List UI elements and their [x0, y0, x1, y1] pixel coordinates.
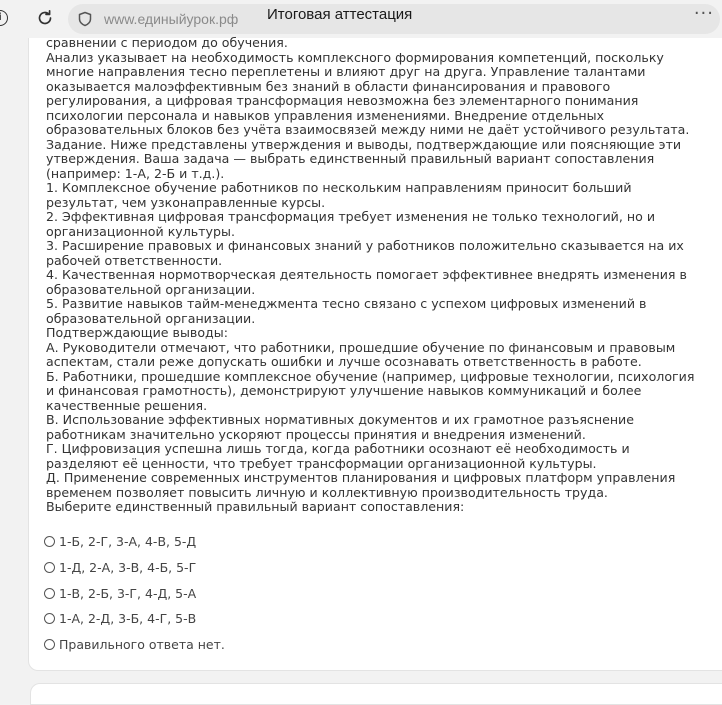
question-line: сравнении с периодом до обучения. — [46, 35, 288, 50]
answer-option[interactable] — [44, 580, 225, 606]
question-line: утверждения. Ваша задача — выбрать единственный правильный вариант сопоставления — [46, 151, 655, 166]
question-line: рабочей ответственности. — [46, 252, 223, 268]
more-menu-button[interactable]: ··· — [693, 3, 714, 24]
question-line: 4. Качественная нормотворческая деятельность помогает эффективнее внедрять изменения в — [46, 267, 687, 282]
answer-option[interactable] — [44, 606, 225, 632]
shield-icon[interactable] — [77, 11, 93, 27]
question-line: психологии персонала и навыков управления изменениями. Внедрение отдельных — [46, 107, 605, 123]
answer-options — [44, 529, 225, 657]
answer-option-label: 1-Б, 2-Г, 3-А, 4-В, 5-Д — [59, 534, 197, 550]
question-line: Подтверждающие выводы: — [46, 325, 228, 340]
answer-option-label: 1-Д, 2-А, 3-В, 4-Б, 5-Г — [59, 560, 197, 576]
question-line: результат, чем узконаправленные курсы. — [46, 194, 326, 210]
question-line: разделяют её ценности, что требует трансформации организационной культуры. — [46, 455, 597, 471]
answer-option-label: 1-В, 2-Б, 3-Г, 4-Д, 5-А — [59, 585, 197, 601]
question-line: 1. Комплексное обучение работников по нескольким направлениям приносит больший — [46, 180, 632, 195]
question-line: и финансовая грамотность), демонстрируют улучшение навыков коммуникаций и более — [46, 383, 642, 398]
next-question-card — [30, 683, 722, 705]
question-line: 2. Эффективная цифровая трансформация требует изменения не только технологий, но и — [46, 209, 656, 224]
question-line: Б. Работники, прошедшие комплексное обучение (например, цифровые технологии, психология — [46, 368, 695, 384]
question-line: В. Использование эффективных нормативных документов и их грамотное разъяснение — [46, 412, 634, 427]
question-line: образовательной организации. — [46, 281, 256, 297]
question-line: качественные решения. — [46, 397, 208, 413]
question-line: многие направления тесно переплетены и влияют друг на друга. Управление талантами — [46, 64, 646, 79]
question-line: Анализ указывает на необходимость комплексного формирования компетенций, поскольку — [46, 49, 664, 65]
question-line: образовательных блоков без учёта взаимосвязей между ними не даёт устойчивого результата. — [46, 122, 690, 137]
radio-button[interactable] — [44, 613, 55, 624]
question-line: Выберите единственный правильный вариант сопоставления: — [46, 499, 465, 514]
question-line: Г. Цифровизация успешна лишь тогда, когда работники осознают её необходимость и — [46, 441, 630, 456]
radio-button[interactable] — [44, 588, 55, 599]
question-line: аспектам, стали реже допускать ошибки и лучше осознавать ответственность в работе. — [46, 354, 642, 369]
radio-button[interactable] — [44, 536, 55, 547]
answer-option[interactable] — [44, 632, 225, 658]
question-line: А. Руководители отмечают, что работники, прошедшие обучение по финансовым и правовым — [46, 339, 676, 355]
reload-button[interactable] — [34, 7, 56, 29]
question-line: 5. Развитие навыков тайм-менеджмента тесно связано с успехом цифровых изменений в — [46, 296, 647, 311]
question-line: (например: 1-А, 2-Б и т.д.). — [46, 165, 225, 181]
question-line: регулирования, а цифровая трансформация невозможна без элементарного понимания — [46, 93, 639, 108]
answer-option[interactable] — [44, 555, 225, 581]
page-title: Итоговая аттестация — [267, 6, 413, 23]
browser-toolbar — [0, 0, 722, 38]
question-line: Задание. Ниже представлены утверждения и выводы, подтверждающие или поясняющие эти — [46, 136, 682, 152]
radio-button[interactable] — [44, 639, 55, 650]
question-line: Д. Применение современных инструментов планирования и цифровых платформ управления — [46, 470, 676, 485]
radio-button[interactable] — [44, 562, 55, 573]
info-icon[interactable] — [0, 10, 8, 26]
url-text[interactable]: www.единыйурок.рф — [104, 11, 239, 27]
question-line: работникам значительно ускоряют процессы принятия и внедрения изменений. — [46, 426, 586, 442]
question-line: 3. Расширение правовых и финансовых знаний у работников положительно сказывается на их — [46, 238, 684, 253]
question-line: оказывается малоэффективным без знаний в области финансирования и правового — [46, 78, 611, 94]
question-text — [46, 36, 722, 515]
answer-option-label: Правильного ответа нет. — [59, 637, 225, 653]
question-line: образовательной организации. — [46, 310, 256, 326]
reload-icon — [36, 9, 54, 27]
answer-option[interactable] — [44, 529, 225, 555]
answer-option-label: 1-А, 2-Д, 3-Б, 4-Г, 5-В — [59, 611, 197, 627]
question-line: организационной культуры. — [46, 223, 235, 239]
question-line: временем позволяет повысить личную и коллективную производительность труда. — [46, 484, 608, 500]
